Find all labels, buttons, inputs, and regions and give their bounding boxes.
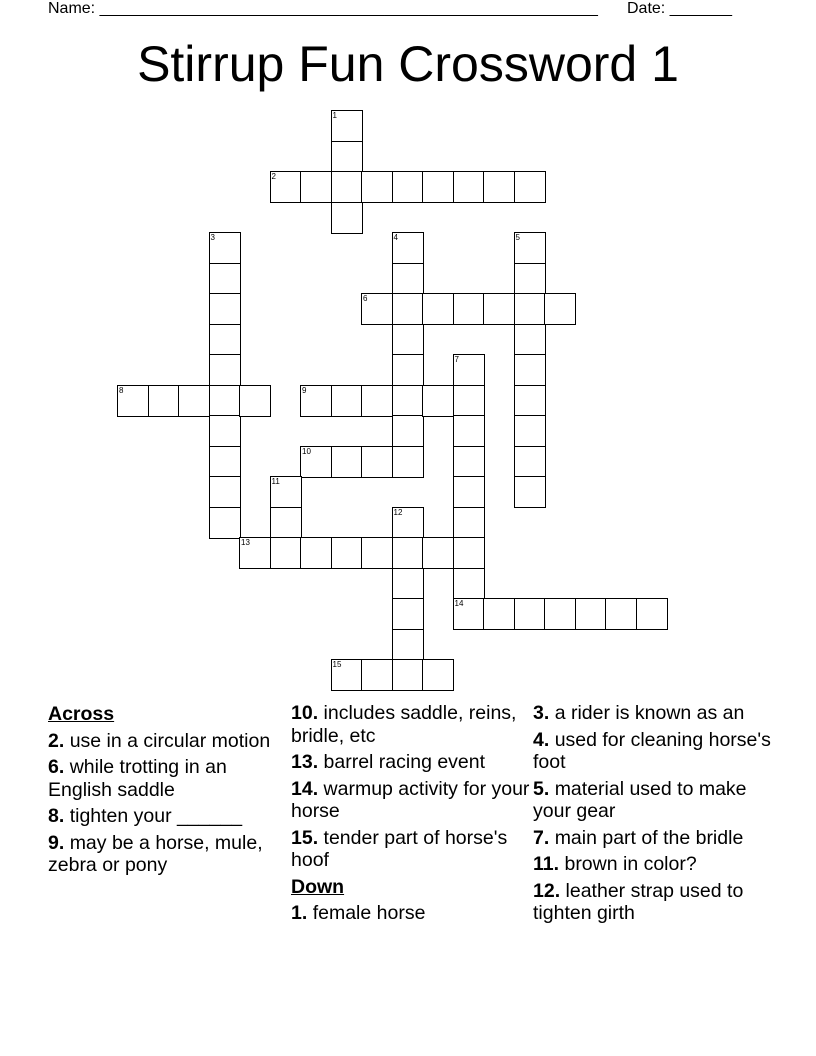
grid-cell[interactable] (270, 537, 302, 569)
cell-number: 8 (119, 385, 124, 395)
clue-text: barrel racing event (323, 751, 486, 773)
grid-cell[interactable] (453, 293, 485, 325)
clue-text: includes saddle, reins, bridle, etc (291, 702, 517, 747)
grid-cell[interactable] (148, 385, 180, 417)
clue-across-14 (291, 778, 531, 823)
grid-cell[interactable] (300, 171, 332, 203)
grid-cell[interactable] (331, 202, 363, 234)
grid-cell[interactable] (392, 568, 424, 600)
grid-cell[interactable] (331, 171, 363, 203)
grid-cell[interactable] (422, 385, 454, 417)
grid-cell[interactable] (453, 476, 485, 508)
grid-cell[interactable] (422, 537, 454, 569)
cell-number: 2 (271, 172, 276, 181)
grid-cell[interactable] (270, 171, 302, 203)
clue-down-5 (533, 778, 773, 823)
grid-cell[interactable] (392, 293, 424, 325)
clue-text: tighten your ______ (69, 805, 243, 827)
cell-number: 9 (302, 385, 307, 395)
grid-cell[interactable] (270, 476, 302, 508)
grid-cell[interactable] (331, 537, 363, 569)
clue-number: 6. (48, 756, 65, 778)
grid-cell[interactable] (392, 324, 424, 356)
grid-cell[interactable] (605, 598, 637, 630)
grid-cell[interactable] (178, 385, 210, 417)
clue-text: used for cleaning horse's foot (533, 728, 771, 773)
grid-cell[interactable] (392, 629, 424, 661)
clue-number: 9. (48, 831, 65, 854)
grid-cell[interactable] (392, 537, 424, 569)
grid-cell[interactable] (209, 324, 241, 356)
clue-down-11 (533, 853, 773, 876)
clue-text: while trotting in an English saddle (48, 756, 227, 801)
clue-number: 12. (533, 879, 561, 902)
clue-number: 1. (291, 902, 308, 924)
cell-number: 10 (302, 446, 311, 456)
clue-across-8 (48, 805, 288, 828)
grid-cell[interactable] (392, 446, 424, 478)
clue-across-9 (48, 832, 288, 877)
clue-column-2 (291, 702, 531, 929)
cell-number: 3 (210, 233, 215, 242)
clue-text: brown in color? (564, 853, 697, 875)
cell-number: 4 (393, 233, 398, 242)
grid-cell[interactable] (544, 598, 576, 630)
clue-number: 15. (291, 826, 319, 849)
clue-down-1 (291, 902, 531, 925)
grid-cell[interactable] (392, 354, 424, 386)
clue-down-3 (533, 702, 773, 725)
grid-cell[interactable] (331, 385, 363, 417)
clue-text: main part of the bridle (554, 826, 744, 849)
grid-cell[interactable] (117, 385, 149, 417)
clue-text: leather strap used to tighten girth (533, 879, 744, 924)
grid-cell[interactable] (514, 385, 546, 417)
clue-number: 11. (533, 853, 560, 875)
grid-cell[interactable] (209, 446, 241, 478)
grid-cell[interactable] (453, 385, 485, 417)
grid-cell[interactable] (300, 537, 332, 569)
date-field-label: Date: _______ (627, 0, 732, 17)
grid-cell[interactable] (422, 293, 454, 325)
clue-text: female horse (312, 902, 426, 924)
clue-down-7 (533, 827, 773, 850)
clue-number: 2. (48, 729, 65, 752)
grid-cell[interactable] (209, 263, 241, 295)
clue-across-2 (48, 730, 288, 753)
grid-cell[interactable] (483, 598, 515, 630)
grid-cell[interactable] (636, 598, 668, 630)
grid-cell[interactable] (361, 537, 393, 569)
grid-cell[interactable] (361, 659, 393, 691)
grid-cell[interactable] (331, 141, 363, 173)
clue-text: material used to make your gear (533, 777, 747, 822)
clue-number: 13. (291, 751, 319, 773)
grid-cell[interactable] (331, 659, 363, 691)
clue-text: use in a circular motion (69, 729, 271, 752)
grid-cell[interactable] (392, 415, 424, 447)
grid-cell[interactable] (514, 232, 546, 264)
grid-cell[interactable] (514, 263, 546, 295)
grid-cell[interactable] (453, 446, 485, 478)
grid-cell[interactable] (453, 354, 485, 386)
grid-cell[interactable] (331, 446, 363, 478)
clue-number: 4. (533, 728, 550, 751)
grid-cell[interactable] (392, 385, 424, 417)
grid-cell[interactable] (514, 324, 546, 356)
grid-cell[interactable] (453, 171, 485, 203)
grid-cell[interactable] (453, 598, 485, 630)
grid-cell[interactable] (361, 446, 393, 478)
cell-number: 1 (332, 111, 337, 120)
cell-number: 7 (454, 355, 459, 364)
grid-cell[interactable] (209, 385, 241, 417)
grid-cell[interactable] (392, 598, 424, 630)
cell-number: 5 (515, 233, 520, 242)
grid-cell[interactable] (453, 507, 485, 539)
grid-cell[interactable] (392, 507, 424, 539)
down-heading: Down (291, 875, 345, 898)
clue-text: may be a horse, mule, zebra or pony (48, 831, 263, 876)
across-heading: Across (48, 703, 115, 725)
grid-cell[interactable] (453, 415, 485, 447)
clue-down-4 (533, 729, 773, 774)
clue-across-10 (291, 702, 531, 747)
cell-number: 13 (241, 538, 250, 547)
grid-cell[interactable] (453, 537, 485, 569)
clue-across-15 (291, 827, 531, 872)
grid-cell[interactable] (300, 446, 332, 478)
grid-cell[interactable] (392, 171, 424, 203)
clue-number: 10. (291, 702, 319, 724)
grid-cell[interactable] (514, 446, 546, 478)
clue-down-12 (533, 880, 773, 925)
grid-cell[interactable] (544, 293, 576, 325)
cell-number: 14 (454, 599, 464, 608)
clue-column-1 (48, 702, 288, 881)
clue-text: warmup activity for your horse (291, 777, 530, 822)
grid-cell[interactable] (514, 598, 546, 630)
grid-cell[interactable] (514, 171, 546, 203)
grid-cell[interactable] (514, 293, 546, 325)
clue-column-3 (533, 702, 773, 929)
grid-cell[interactable] (392, 232, 424, 264)
grid-cell[interactable] (270, 507, 302, 539)
page-title: Stirrup Fun Crossword 1 (137, 36, 679, 92)
grid-cell[interactable] (575, 598, 607, 630)
cell-number: 11 (271, 477, 280, 486)
clue-number: 14. (291, 777, 319, 800)
grid-cell[interactable] (209, 293, 241, 325)
clue-across-6 (48, 756, 288, 801)
grid-cell[interactable] (483, 171, 515, 203)
clue-number: 7. (533, 826, 550, 849)
clue-number: 3. (533, 702, 550, 724)
grid-cell[interactable] (209, 354, 241, 386)
grid-cell[interactable] (361, 293, 393, 325)
grid-cell[interactable] (209, 232, 241, 264)
grid-cell[interactable] (209, 507, 241, 539)
grid-cell[interactable] (209, 415, 241, 447)
grid-cell[interactable] (422, 171, 454, 203)
grid-cell[interactable] (361, 385, 393, 417)
grid-cell[interactable] (392, 659, 424, 691)
cell-number: 6 (363, 294, 368, 303)
name-field-label: Name: ________________________________________________________ (48, 0, 598, 17)
grid-cell[interactable] (239, 385, 271, 417)
cell-number: 15 (332, 660, 342, 669)
grid-cell[interactable] (300, 385, 332, 417)
clue-across-13 (291, 751, 531, 774)
clue-text: tender part of horse's hoof (291, 826, 508, 871)
grid-cell[interactable] (514, 354, 546, 386)
grid-cell[interactable] (453, 568, 485, 600)
clue-text: a rider is known as an (554, 702, 745, 724)
cell-number: 12 (393, 507, 403, 517)
grid-cell[interactable] (422, 659, 454, 691)
grid-cell[interactable] (209, 476, 241, 508)
grid-cell[interactable] (331, 110, 363, 142)
grid-cell[interactable] (361, 171, 393, 203)
grid-cell[interactable] (483, 293, 515, 325)
clue-number: 8. (48, 805, 65, 827)
grid-cell[interactable] (514, 415, 546, 447)
clue-number: 5. (533, 777, 550, 800)
grid-cell[interactable] (239, 537, 271, 569)
grid-cell[interactable] (392, 263, 424, 295)
grid-cell[interactable] (514, 476, 546, 508)
